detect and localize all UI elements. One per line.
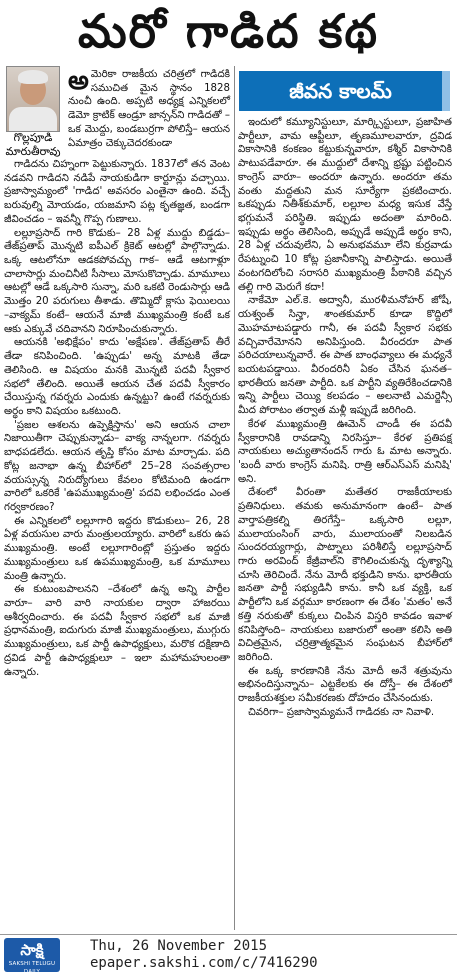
paragraph: నాకేమో ఎల్.కె. అద్వానీ, మురళీమనోహర్ జోషీ, యశ్వంత్ సిన్హా, శాంతకుమార్ కూడా కొద్దిలో మొహమాటపడ్డారు గానీ, ఈ పదవీ స్వీకార సభకు వచ్చివారేమోనని అనిపిస్తుంది. వీరందరూ పాత పరిచయాలున్నవారే. ఈ పాత బాంధవ్యాలు ఈ మధ్యనే బయటపడ్డాయి. వీరందరినీ ఏకం చేసిన ఘనత– భారతీయ జనతా పార్టీది. ఒక పార్టీని వ్యతిరేకించడానికి ఇన్ని పార్టీలు చెయ్యి కలపడం – అలనాటి ఎమర్జెన్సీ మీద పోరాటం తర్వాత మళ్లీ ఇప్పుడే జరిగింది. xyxy=(238,295,452,417)
column-divider xyxy=(234,66,235,930)
paragraph: గాడిదను చిహ్నంగా పెట్టుకున్నారు. 1837లో తన వెంట నడవని గాడిదని నడిపే నాయకుడిగా కార్టూన్లు వచ్చాయి. ప్రజాస్వామ్యంలో 'గాడిద' అవసరం ఎంతైనా ఉంది. వచ్చే బరువుల్ని మోయడం, యజమాని పట్ల కృతజ్ఞత, బండగా జీవించడం – ఇవన్నీ గొప్ప గుణాలు. xyxy=(4,159,230,225)
paragraph: ఆయనకి 'అభిక్షేపం' కాదు 'అక్షేపణ'. తేజ్‌ప్రతాప్ తీరే తేడా కనిపించింది. 'ఉప్పుడు' అన్న మాటకి తేడా తెలిసింది. ఆ విషయం మనకి మొన్నటి పదవీ స్వీకార సభలో తేలింది. అయితే ఆయన చేత పదవీ స్వీకారం చేయిస్తున్న గవర్నరు ఎందుకు ఉన్నట్టు? ఉంటే గవర్నరుకు అర్థం కాని విషయం ఒకటుంది. xyxy=(4,337,230,417)
paragraph: చివరిగా– ప్రజాస్వామ్యమనే గాడిదకు నా నివాళి. xyxy=(248,706,435,718)
paragraph: ఈ కుటుంబపాలనని –దేశంలో ఉన్న అన్ని పార్టీల వారూ– వారి వారి నాయకుల ద్వారా హాజరయి ఆశీర్వదించారు. ఈ పదవీ స్వీకార సభలో ఒక మాజీ ప్రధానమంత్రి, ఐదుగురు మాజీ ముఖ్యమంత్రులు, ముగ్గురు ముఖ్యమంత్రులు, ఒక పార్టీ ఉపాధ్యక్షులు, మరొక దక్షిణాది ద్రవిడ పార్టీ ఉపాధ్యక్షులూ – ఇలా మహామహులంతా ఉన్నారు. xyxy=(4,584,230,678)
author-photo xyxy=(6,66,60,132)
column-name-accent xyxy=(442,71,450,111)
epaper-url[interactable]: epaper.sakshi.com/c/7416290 xyxy=(90,955,318,971)
drop-cap: అ xyxy=(68,66,89,96)
logo-text: సాక్షి xyxy=(20,941,44,959)
paragraph: ఈ ఒక్క కారణానికి నేను మోదీ అనే శత్రువును అభినందిస్తున్నాను– ఎట్టకేలకు ఈ దోస్తీ– ఈ దేశంలో రాజకీయశక్తుల సమీకరణకు దోహదం చేసినందుకు. xyxy=(238,665,452,705)
paragraph: ఈ ఎన్నికలలో లల్లూగారి ఇద్దరు కొడుకులు– 26, 28 ఏళ్ల వయసుల వారు మంత్రులయ్యారు. వారిలో ఒకరు ఉప ముఖ్యమంత్రి. అంటే లల్లూగారింట్లో ప్రస్తుతం ఇద్దరు ముఖ్యమంత్రులు ఒక ఉపముఖ్యమంత్రి, ఒక మామూలు మంత్రి ఉన్నారు. xyxy=(4,515,230,582)
paragraph: దేశంలో వీరంతా మతేతర రాజకీయాలకు ప్రతినిధులు. తమకు అనుమానంగా ఉంటే– పాత వార్తాపత్రికల్ని తిరగేస్తే– ఒక్కసారి లల్లూ, ములాయంసింగ్ వారు, ములాయంతో నిలబడిన సుందరయ్యగార్లు, పాట్నాలు పరిశీలిస్తే లల్లూప్రసాద్ గారు అరవింద్ కేజ్రీవాల్‌ని కౌగిలించుకున్న దృశ్యాన్ని చూసి తెరిచిందే. నేను మోదీ భక్తుడిని కాను. భారతీయ జనతా పార్టీ సభ్యుడినీ కాను. కానీ ఒక వ్యక్తి, ఒక పార్టీలోని ఒక వర్గమూ కారణంగా ఈ దేశం 'మతం' అనే కత్తి నరుకుతో కుక్కలు చింపిన విస్తరి కావడం ఇవాళ కనిపిస్తోంది– నాయకులు బజారులో అంతా కలిసి అతి విచిత్రమైన, చర్రిత్రాత్మకమైన సంఘటన బీహార్‌లో జరిగింది. xyxy=(238,487,452,664)
article-intro xyxy=(68,68,230,150)
column-name: జీవన కాలమ్ xyxy=(289,79,392,103)
author-byline: గొల్లపూడి మారుతీరావు xyxy=(5,131,61,158)
paragraph: కేరళ ముఖ్యమంత్రి ఊమెన్ చాండీ ఈ పదవీ స్వీకారానికి రావడాన్ని నిరసిస్తూ– కేరళ ప్రతిపక్ష నాయకులు అచ్యుతానందన్ గారు ఓ మాట అన్నారు. 'బందీ వారు కాంగ్రెస్ మనిషి. రాత్రి ఆర్‌ఎస్‌ఎస్ మనిషి' అని. xyxy=(238,418,452,485)
paragraph: ఇందులో కమ్యూనిస్టులూ, మార్క్సిస్టులూ, ప్రజాహిత పార్టీలూ, వామ ఆప్టీలూ, తృణమూలవారూ, ద్రవిడ వికాసానికి కంకణం కట్టుకున్నవారూ, కశ్మీర్ వికాసానికి పాటుపడేవారూ. ఈ ముద్దులో దేశాన్ని భ్రష్టు పట్టించిన కాంగ్రెస్ వారూ– అందరూ ఉన్నారు. అందరూ తమ వంతు మద్దతుని మన సూర్యేగా ప్రకటించారు. ఒకప్పుడు నితీశ్‌కుమార్, లల్లూల మధ్య ఇసుక వేస్తే భగ్గుమనే పరిస్థితి. ఇప్పుడు అదంతా మారింది. ఇప్పుడు అర్థం తెలిసింది, అప్పుడే అప్పుడే అర్థం కాని, 28 ఏళ్ల చదువులేని, ఏ అనుభవమూ లేని కుర్రవాడు రేపట్నుంచి 10 కోట్ల ప్రజానీకాన్ని పాలిస్తాడు. అయితే వంటగదిలోంచి సరాసరి ముఖ్యమంత్రి పీఠానికి వచ్చిన తల్లి గారి మెరుగే కదా! xyxy=(238,117,452,293)
edition-date: Thu, 26 November 2015 xyxy=(90,938,268,954)
logo-subtitle: SAKSHI TELUGU DAILY xyxy=(8,961,56,975)
article-column-right xyxy=(238,116,452,720)
sakshi-logo xyxy=(4,938,60,975)
article-column-left xyxy=(4,158,230,679)
intro-text: మెరికా రాజకీయ చరిత్రలో గాడిదకి సముచిత మైన స్థానం 1828 నుంచీ ఉంది. అప్పటి అధ్యక్ష ఎన్నికలలో డెమో క్రాటిక్ ఆండ్రూ జాన్సన్‌ని గాడిదతో – ఒక మొద్దు, బండబుర్రగా పోలిస్తే– ఆయన ఏమాత్రం చెక్కుచెదరకుండా xyxy=(68,69,231,149)
paragraph: లల్లూప్రసాద్ గారి కొడుకు– 28 ఏళ్ల ముద్దు బిడ్డడు– తేజ్‌ప్రతాప్ మొన్నటి ఐపీఎల్ క్రికెట్ ఆటల్లో పాల్గొన్నాడు. ఒక్క ఆటలోనూ ఆడకపోవచ్చు గాక– ఆడే ఆటగాళ్లూ చాలాసార్లు మంచినీటి సీసాలు మోసుకొచ్చాడు. మామూలు ఆటల్లో ఆడే ఒక్కసారి సున్నా, మరి ఒకటి రెండుసార్లు ఆడి మొత్తం 20 పరుగులు తీశాడు. తొమ్మిదో క్లాసు ఫెయిలయి –వాక్యమ్ కంటే– ఆయనే మాజీ ముఖ్యమంత్రి కంటే ఒక ఆకు ఎక్కువే చదివానని నిరూపించుకున్నారు. xyxy=(4,227,230,335)
headline: మరో గాడిద కథ xyxy=(77,4,379,58)
paragraph: 'ప్రజల ఆశలను ఉప్పెక్షిస్తాను' అని ఆయన చాలా నిజాయితీగా చెప్పుకున్నాడు– వాక్య నాన్నలగా. గవర్నరు బాధపడలేదు. ఆయన తృప్తి కోసం మాట మార్చాడు. పది కోట్ల జనాభా ఉన్న బీహార్‌లో 25–28 సంవత్సరాల వయస్సున్న నిరుద్యోగులు కేవలం కోటిమంది ఉండగా వారిలో ఒకరికే 'ఉపముఖ్యమంత్రి' పదవి లభించడం ఎంత గర్వకారణం? xyxy=(4,419,230,513)
column-name-box xyxy=(239,71,442,111)
